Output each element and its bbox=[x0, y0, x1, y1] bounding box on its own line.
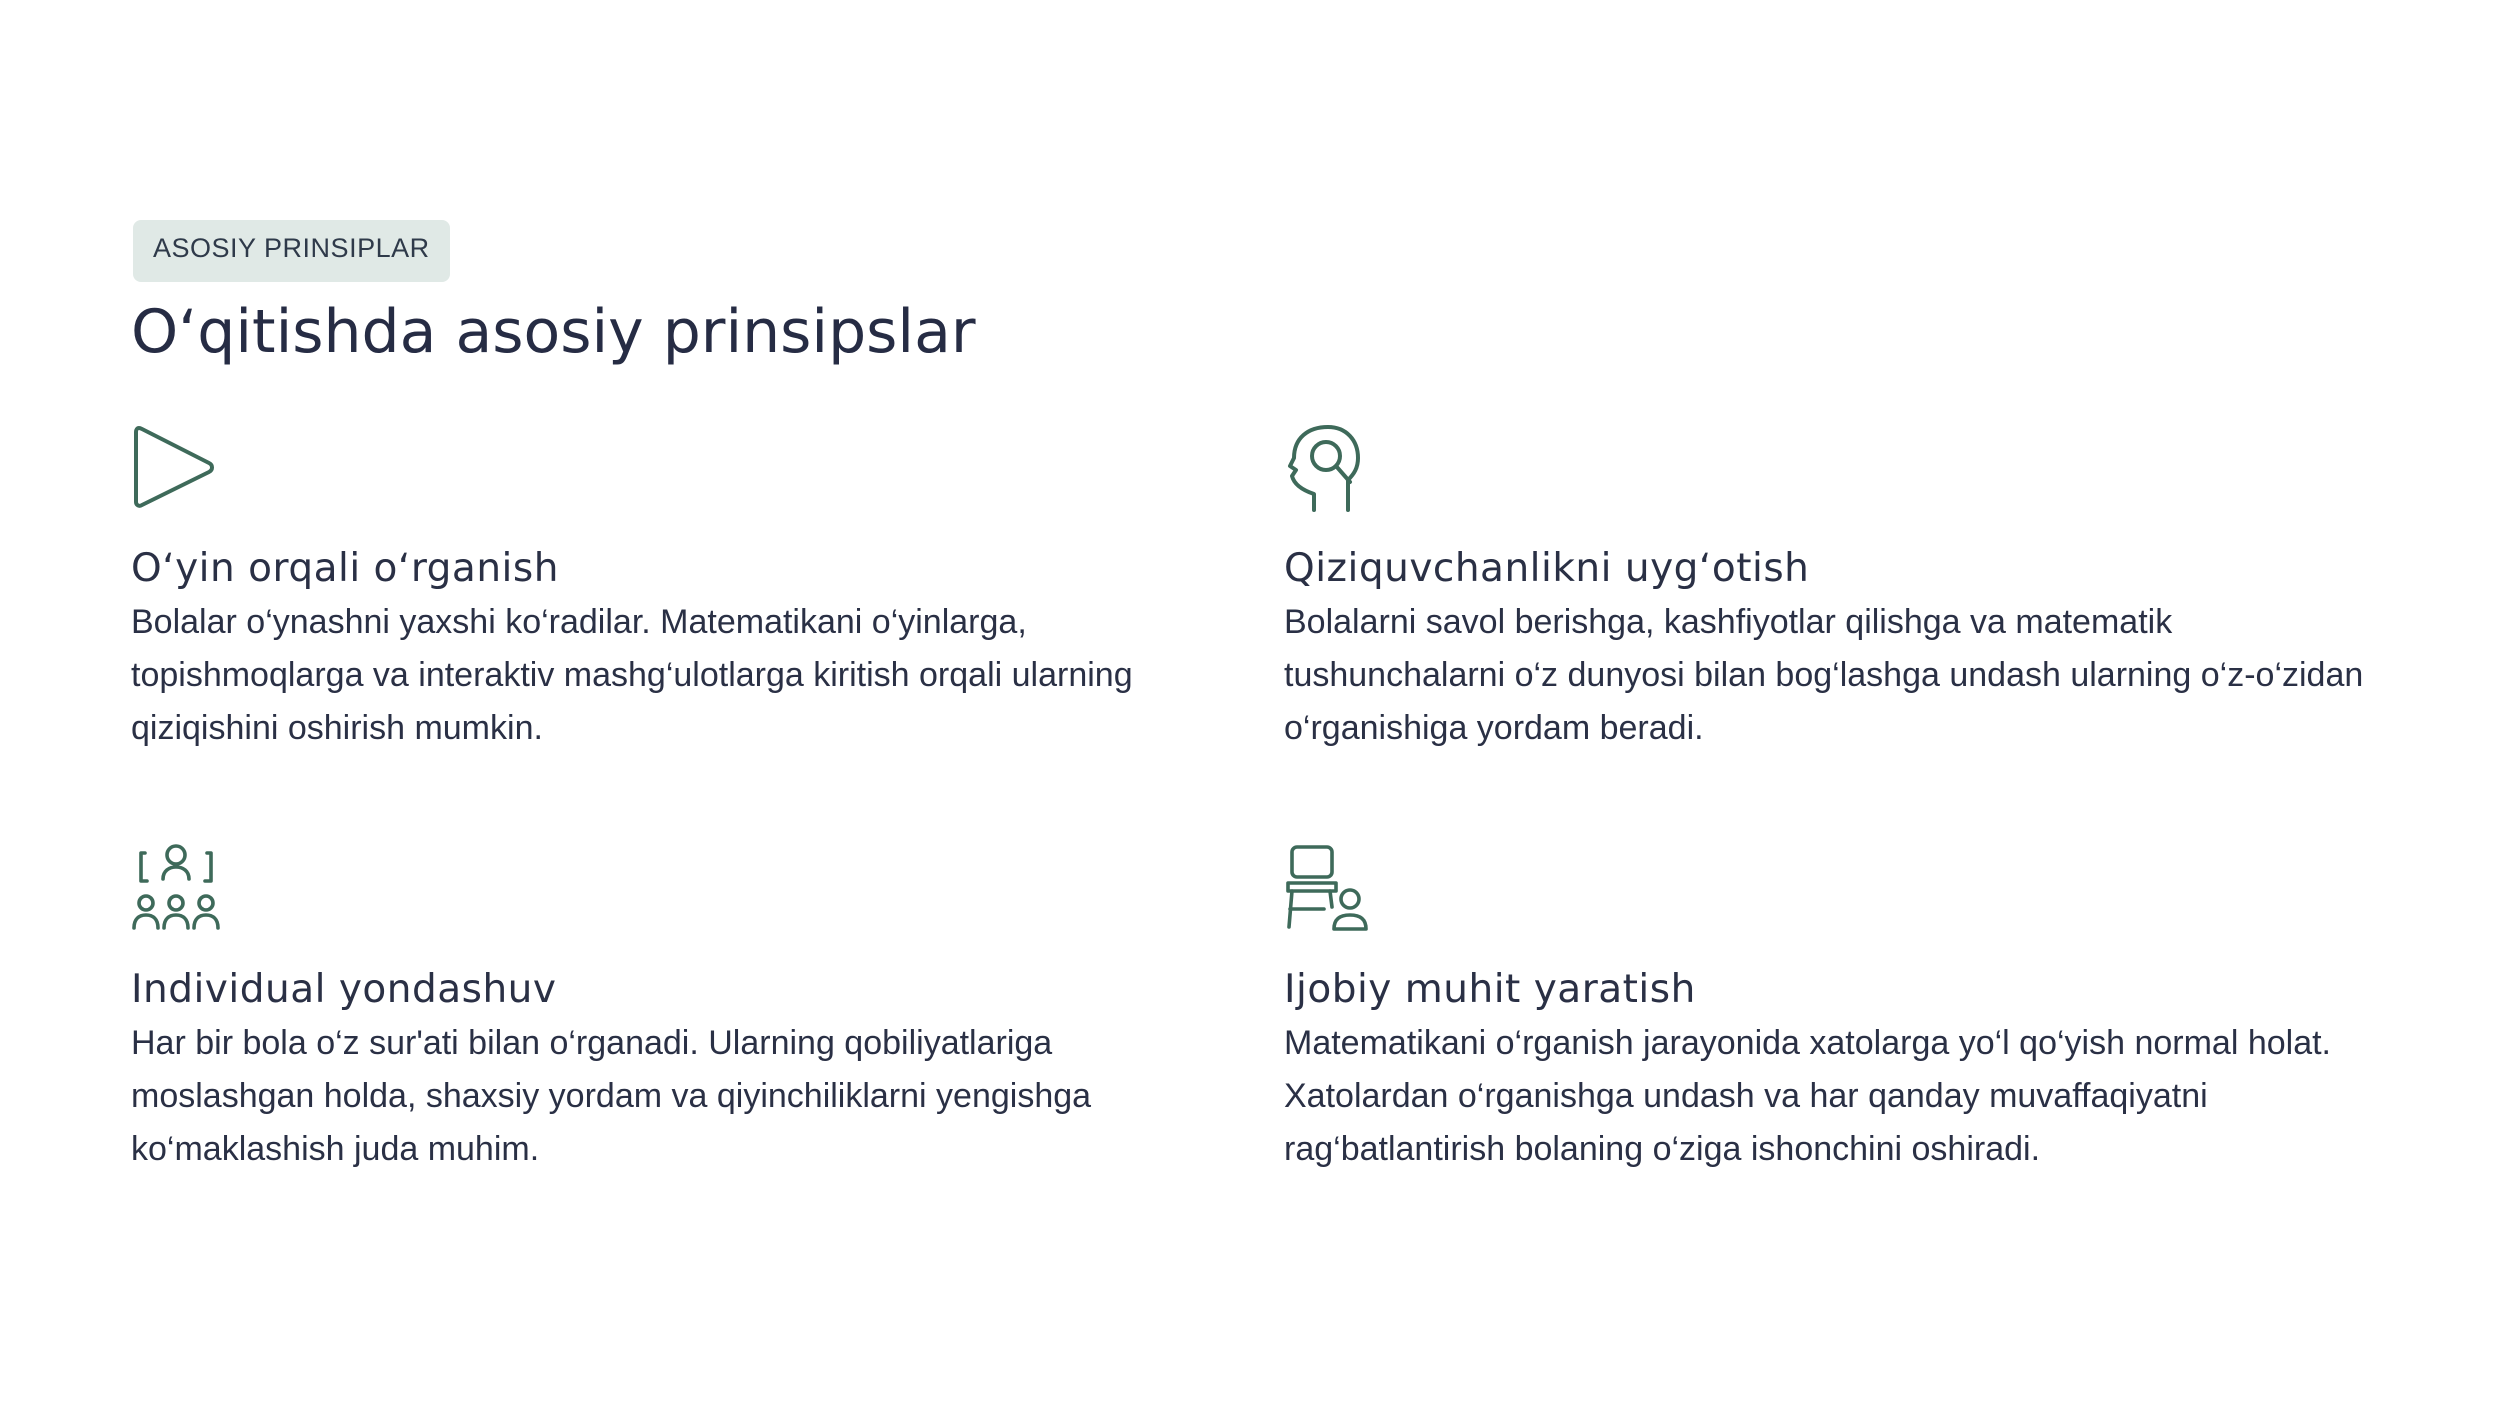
play-icon bbox=[131, 422, 221, 512]
principle-card-curiosity bbox=[1284, 422, 2384, 747]
section-badge: ASOSIY PRINSIPLAR bbox=[133, 220, 450, 282]
page-title: O‘qitishda asosiy prinsipslar bbox=[131, 297, 976, 367]
chair-person-icon bbox=[1284, 843, 1374, 933]
head-magnifier-icon bbox=[1284, 422, 1374, 512]
principle-description: Bolalarni savol berishga, kashfiyotlar qilishga va matematik tushunchalarni o‘z dunyosi bilan bog‘lashga undash ularning o‘z-o‘zidan o‘rganishiga yordam beradi. bbox=[1284, 603, 2364, 747]
principle-card-individual bbox=[131, 843, 1231, 1168]
principle-heading: Qiziquvchanlikni uyg‘otish bbox=[1284, 546, 1810, 591]
principle-heading: O‘yin orqali o‘rganish bbox=[131, 546, 559, 591]
principle-heading: Individual yondashuv bbox=[131, 967, 557, 1012]
principle-description: Matematikani o‘rganish jarayonida xatolarga yo‘l qo‘yish normal holat. Xatolardan o‘rganishga undash va har qanday muvaffaqiyatni rag‘batlantirish bolaning o‘ziga ishonchini oshiradi. bbox=[1284, 1024, 2331, 1168]
principle-description: Bolalar o‘ynashni yaxshi ko‘radilar. Matematikani o‘yinlarga, topishmoqlarga va interaktiv mashg‘ulotlarga kiritish orqali ularning qiziqishini oshirish mumkin. bbox=[131, 603, 1133, 747]
principle-card-play-learning bbox=[131, 422, 1231, 747]
principle-card-positive-environment bbox=[1284, 843, 2384, 1168]
principle-heading: Ijobiy muhit yaratish bbox=[1284, 967, 1696, 1012]
principle-description: Har bir bola o‘z sur'ati bilan o‘rganadi. Ularning qobiliyatlariga moslashgan holda, shaxsiy yordam va qiyinchiliklarni yengishga ko‘maklashish juda muhim. bbox=[131, 1024, 1092, 1168]
classroom-icon bbox=[131, 843, 221, 933]
